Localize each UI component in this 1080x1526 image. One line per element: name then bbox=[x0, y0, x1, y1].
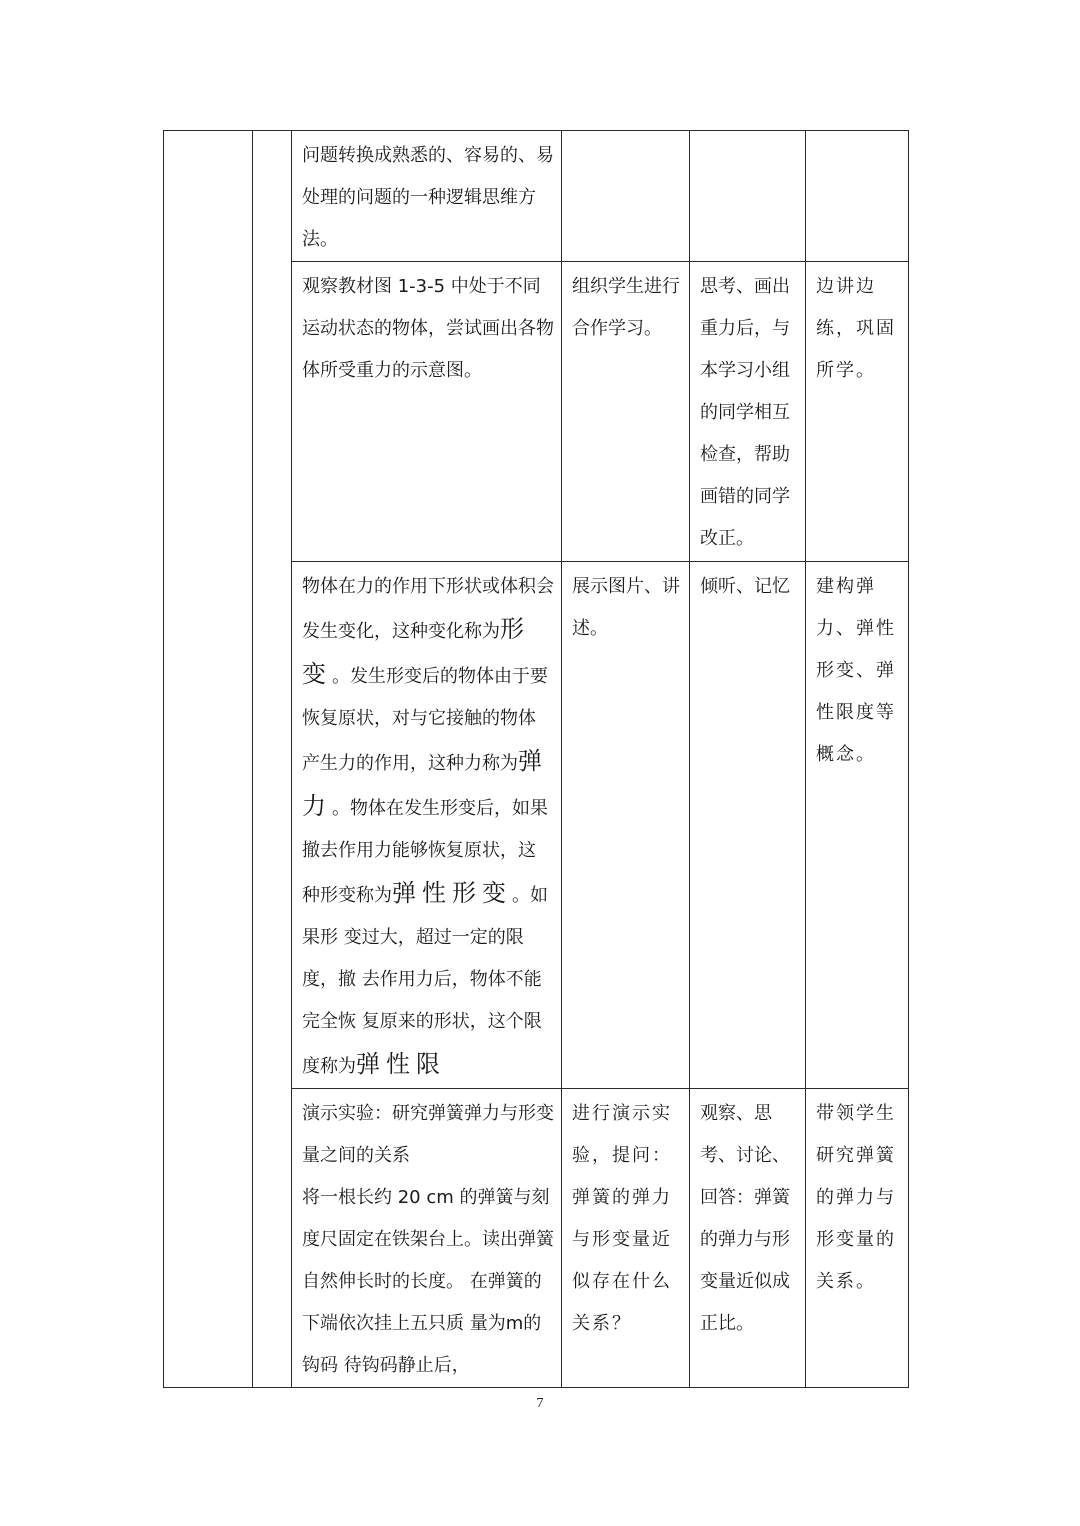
student-activity-text: 观察、思考、讨论、回答：弹簧的弹力与形变量近似成正比。 bbox=[700, 1103, 790, 1334]
content-text: 演示实验：研究弹簧弹力与形变量之间的关系 bbox=[302, 1103, 554, 1166]
design-intent-text: 边讲边练，巩固所学。 bbox=[816, 276, 896, 381]
key-term: 弹性形变 bbox=[392, 879, 512, 907]
student-activity-text: 思考、画出重力后，与本学习小组的同学相互检查，帮助画错的同学改正。 bbox=[700, 276, 790, 549]
lesson-plan-table bbox=[163, 130, 909, 1388]
teacher-activity-cell bbox=[562, 131, 690, 262]
content-fragment: 物体在力的作用下形状或体积会发生变化，这种变化称为 bbox=[302, 576, 554, 642]
design-intent-cell bbox=[806, 131, 909, 262]
key-term: 形 变 bbox=[302, 615, 560, 688]
content-text bbox=[292, 562, 578, 1088]
content-cell bbox=[292, 131, 562, 262]
student-activity-text: 倾听、记忆 bbox=[700, 576, 790, 597]
content-text: 将一根长约 20 cm 的弹簧与刻度尺固定在铁架台上。读出弹簧自然伸长时的长度。 在弹簧的下端依次挂上五只质 量为m的钩码 待钩码静止后， bbox=[302, 1187, 554, 1376]
content-fragment: 。发生形变后的物体由于要 恢复原状，对与它接触的物体 产生力的作用，这种力称为 bbox=[302, 666, 548, 774]
key-term: 弹 力 bbox=[302, 747, 578, 820]
step-cell bbox=[253, 131, 292, 1388]
student-activity-cell bbox=[690, 131, 806, 262]
content-text: 观察教材图 1-3-5 中处于不同运动状态的物体，尝试画出各物体所受重力的示意图。 bbox=[302, 276, 554, 381]
teacher-activity-cell bbox=[562, 1089, 690, 1388]
key-term: 弹性限 bbox=[356, 1050, 446, 1078]
teacher-activity-cell bbox=[562, 562, 690, 1089]
page-number: 7 bbox=[536, 1396, 544, 1411]
content-cell bbox=[292, 262, 562, 562]
content-cell bbox=[292, 1089, 562, 1388]
teacher-activity-text: 展示图片、讲述。 bbox=[572, 576, 680, 639]
stage-cell bbox=[164, 131, 253, 1388]
teacher-activity-text: 进行演示实验，提问：弹簧的弹力与形变量近似存在什么关系？ bbox=[572, 1103, 672, 1334]
teacher-activity-text: 组织学生进行合作学习。 bbox=[572, 276, 680, 339]
design-intent-cell bbox=[806, 562, 909, 1089]
content-fragment: 。如果形 变过大，超过一定的限度，撤 去作用力后，物体不能完全恢 复原来的形状，这个限度称为 bbox=[302, 885, 548, 1077]
teacher-activity-cell bbox=[562, 262, 690, 562]
table-row bbox=[164, 131, 909, 262]
design-intent-text: 建构弹力、弹性形变、弹性限度等概念。 bbox=[816, 576, 896, 765]
design-intent-text: 带领学生研究弹簧的弹力与形变量的关系。 bbox=[816, 1103, 896, 1292]
content-cell bbox=[292, 562, 578, 1089]
content-text: 问题转换成熟悉的、容易的、易处理的问题的一种逻辑思维方法。 bbox=[302, 145, 554, 250]
student-activity-cell bbox=[690, 262, 806, 562]
content-fragment: 。物体在发生形变后，如果 撤去作用力能够恢复原状，这 种形变称为 bbox=[302, 798, 548, 906]
student-activity-cell bbox=[690, 562, 806, 1089]
design-intent-cell bbox=[806, 1089, 909, 1388]
student-activity-cell bbox=[690, 1089, 806, 1388]
design-intent-cell bbox=[806, 262, 909, 562]
